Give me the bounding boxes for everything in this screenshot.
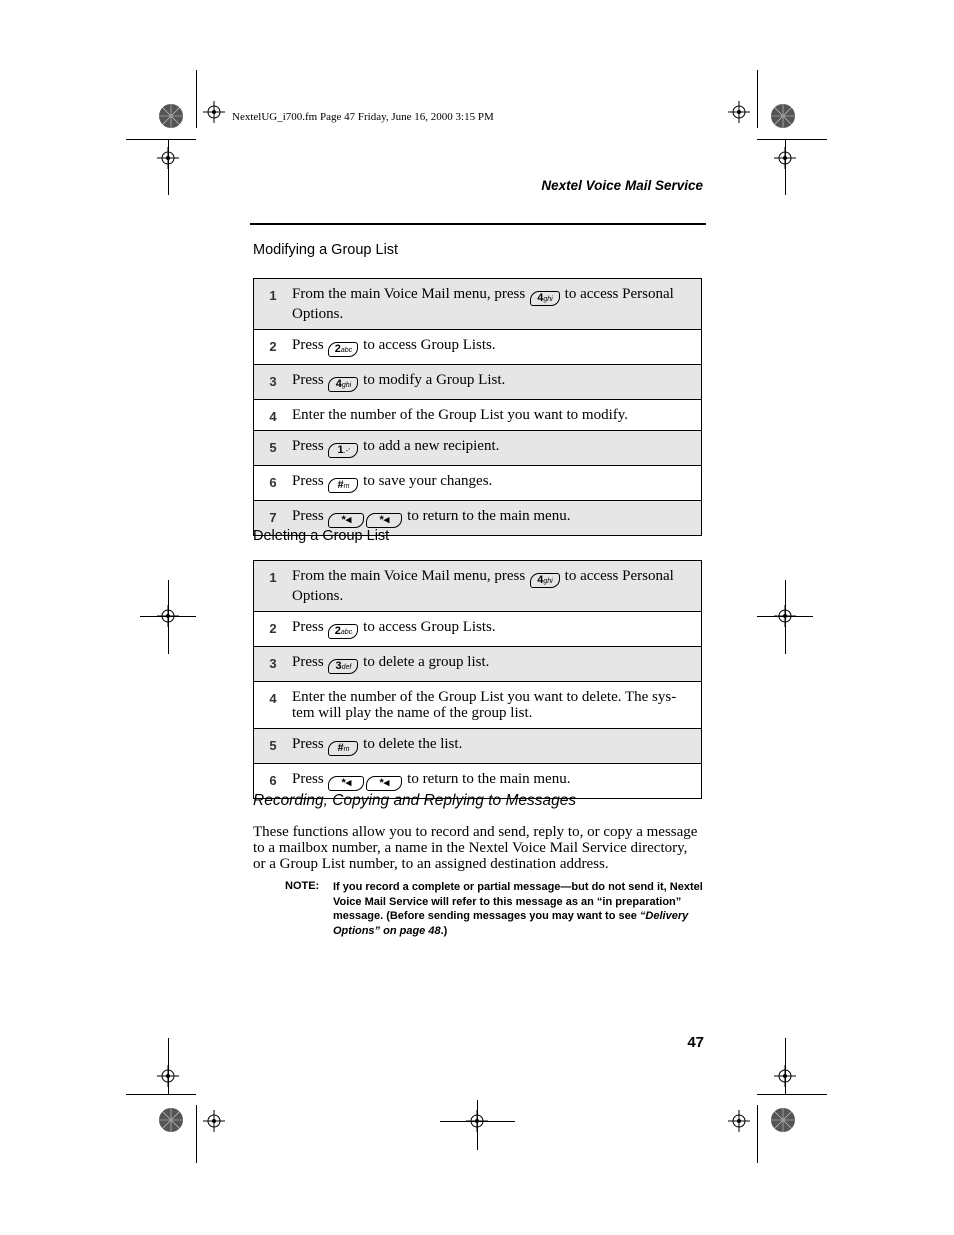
key-label: 2	[334, 625, 341, 637]
crosshair-icon	[203, 1110, 225, 1132]
step-text-post: to save your changes.	[363, 473, 493, 489]
step-number: 5	[254, 729, 293, 764]
file-info: NextelUG_i700.fm Page 47 Friday, June 16, 2000 3:15 PM	[232, 111, 494, 123]
running-head: Nextel Voice Mail Service	[541, 178, 703, 193]
crosshair-icon	[774, 1065, 796, 1087]
keypad-key-icon	[328, 377, 358, 392]
key-sublabel: .-'	[343, 448, 350, 455]
step-text-post: to delete a group list.	[363, 654, 490, 670]
keypad-key-icon	[530, 291, 560, 306]
step-number: 1	[254, 561, 293, 612]
keypad-key-icon	[328, 513, 364, 528]
step-row	[254, 682, 702, 729]
section-heading-delete: Deleting a Group List	[253, 528, 390, 544]
keypad-key-icon	[328, 478, 358, 493]
step-number: 3	[254, 647, 293, 682]
delete-steps-table	[253, 560, 702, 799]
registration-rosette-icon	[770, 1107, 796, 1133]
key-sublabel: ghi	[543, 296, 553, 303]
section-heading-modify: Modifying a Group List	[253, 242, 399, 258]
key-label: *◂	[379, 514, 390, 526]
keypad-key-icon	[328, 624, 358, 639]
keypad-key-icon	[328, 776, 364, 791]
step-text	[292, 647, 702, 682]
key-label: 1	[337, 444, 344, 456]
keypad-key-icon	[366, 776, 402, 791]
step-text-pre: Press	[292, 619, 324, 635]
keypad-key-icon	[366, 513, 402, 528]
step-text-pre: Press	[292, 508, 324, 524]
step-text-post: to return to the main menu.	[407, 771, 571, 787]
key-label: 4	[537, 574, 544, 586]
crosshair-icon	[203, 101, 225, 123]
note-cross-reference-link[interactable]: “Delivery Options” on page 48	[333, 910, 689, 937]
step-row	[254, 330, 702, 365]
keypad-key-icon	[530, 573, 560, 588]
key-label: *◂	[379, 777, 390, 789]
crosshair-icon	[466, 1110, 488, 1132]
step-text-pre: Press	[292, 473, 324, 489]
key-sublabel: m	[343, 483, 350, 490]
step-text-pre: From the main Voice Mail menu, press	[292, 286, 526, 302]
step-text	[292, 466, 702, 501]
step-row	[254, 561, 702, 612]
step-text	[292, 365, 702, 400]
key-sublabel: ghi	[341, 382, 352, 389]
step-number: 6	[254, 466, 293, 501]
step-number: 4	[254, 682, 293, 729]
step-text-post: to modify a Group List.	[363, 372, 506, 388]
registration-rosette-icon	[158, 1107, 184, 1133]
key-sublabel: ghi	[543, 578, 553, 585]
step-text	[292, 431, 702, 466]
step-text-post: to access Group Lists.	[363, 337, 496, 353]
modify-steps-table	[253, 278, 702, 536]
step-number: 1	[254, 279, 293, 330]
step-row	[254, 466, 702, 501]
key-label: 3	[335, 660, 342, 672]
note-label: NOTE:	[285, 880, 320, 892]
key-sublabel: def	[341, 664, 352, 671]
keypad-key-icon	[328, 741, 358, 756]
key-label: #	[337, 479, 344, 491]
key-label: *◂	[341, 777, 352, 789]
step-row	[254, 647, 702, 682]
step-text: Enter the number of the Group List you want to modify.	[292, 400, 702, 431]
step-text	[292, 561, 702, 612]
crosshair-icon	[728, 1110, 750, 1132]
step-number: 3	[254, 365, 293, 400]
step-text-post: to access Group Lists.	[363, 619, 496, 635]
step-number: 5	[254, 431, 293, 466]
keypad-key-icon	[328, 443, 358, 458]
step-row	[254, 612, 702, 647]
step-text	[292, 612, 702, 647]
step-row	[254, 400, 702, 431]
step-number: 2	[254, 612, 293, 647]
step-text-pre: Press	[292, 372, 324, 388]
step-number: 6	[254, 764, 293, 799]
crosshair-icon	[157, 605, 179, 627]
crosshair-icon	[728, 101, 750, 123]
key-label: 2	[334, 343, 341, 355]
keypad-key-icon	[328, 342, 358, 357]
step-row	[254, 729, 702, 764]
step-text	[292, 279, 702, 330]
note-end: .)	[440, 924, 448, 937]
step-text	[292, 729, 702, 764]
crosshair-icon	[157, 147, 179, 169]
step-text-post: to add a new recipient.	[363, 438, 500, 454]
body-paragraph: These functions allow you to record and send, reply to, or copy a message to a mailbox number, a name in the Nextel Voice Mail Service directory, or a Group List number, to an assigned destination address.	[253, 824, 698, 872]
key-label: 4	[335, 378, 342, 390]
step-text-pre: Press	[292, 771, 324, 787]
step-text-post: to delete the list.	[363, 736, 463, 752]
step-text-post: to return to the main menu.	[407, 508, 571, 524]
step-text-post: to access Personal Options.	[292, 568, 674, 604]
step-text-post: to access Personal Options.	[292, 286, 674, 322]
registration-rosette-icon	[158, 103, 184, 129]
note-body: If you record a complete or partial message—but do not send it, Nextel Voice Mail Service will refer to this message as an “in preparation” message. (Before sending messages you may want to see	[333, 881, 703, 922]
step-number: 2	[254, 330, 293, 365]
step-text-pre: From the main Voice Mail menu, press	[292, 568, 526, 584]
step-text-pre: Press	[292, 337, 324, 353]
crosshair-icon	[774, 605, 796, 627]
key-label: *◂	[341, 514, 352, 526]
key-label: #	[337, 742, 344, 754]
step-text-pre: Press	[292, 438, 324, 454]
step-number: 7	[254, 501, 293, 536]
step-text: Enter the number of the Group List you want to delete. The sys-tem will play the name of the group list.	[292, 682, 702, 729]
step-text-pre: Press	[292, 736, 324, 752]
step-text-pre: Press	[292, 654, 324, 670]
note-text	[333, 880, 703, 938]
key-sublabel: abc	[340, 347, 353, 354]
step-row	[254, 365, 702, 400]
key-label: 4	[537, 292, 544, 304]
crosshair-icon	[157, 1065, 179, 1087]
step-number: 4	[254, 400, 293, 431]
step-text	[292, 330, 702, 365]
section-heading-recording: Recording, Copying and Replying to Messages	[253, 792, 577, 809]
step-row	[254, 279, 702, 330]
page-number: 47	[687, 1034, 704, 1051]
key-sublabel: abc	[340, 629, 353, 636]
step-row	[254, 431, 702, 466]
crosshair-icon	[774, 147, 796, 169]
key-sublabel: m	[343, 746, 350, 753]
keypad-key-icon	[328, 659, 358, 674]
header-rule	[250, 223, 706, 225]
registration-rosette-icon	[770, 103, 796, 129]
